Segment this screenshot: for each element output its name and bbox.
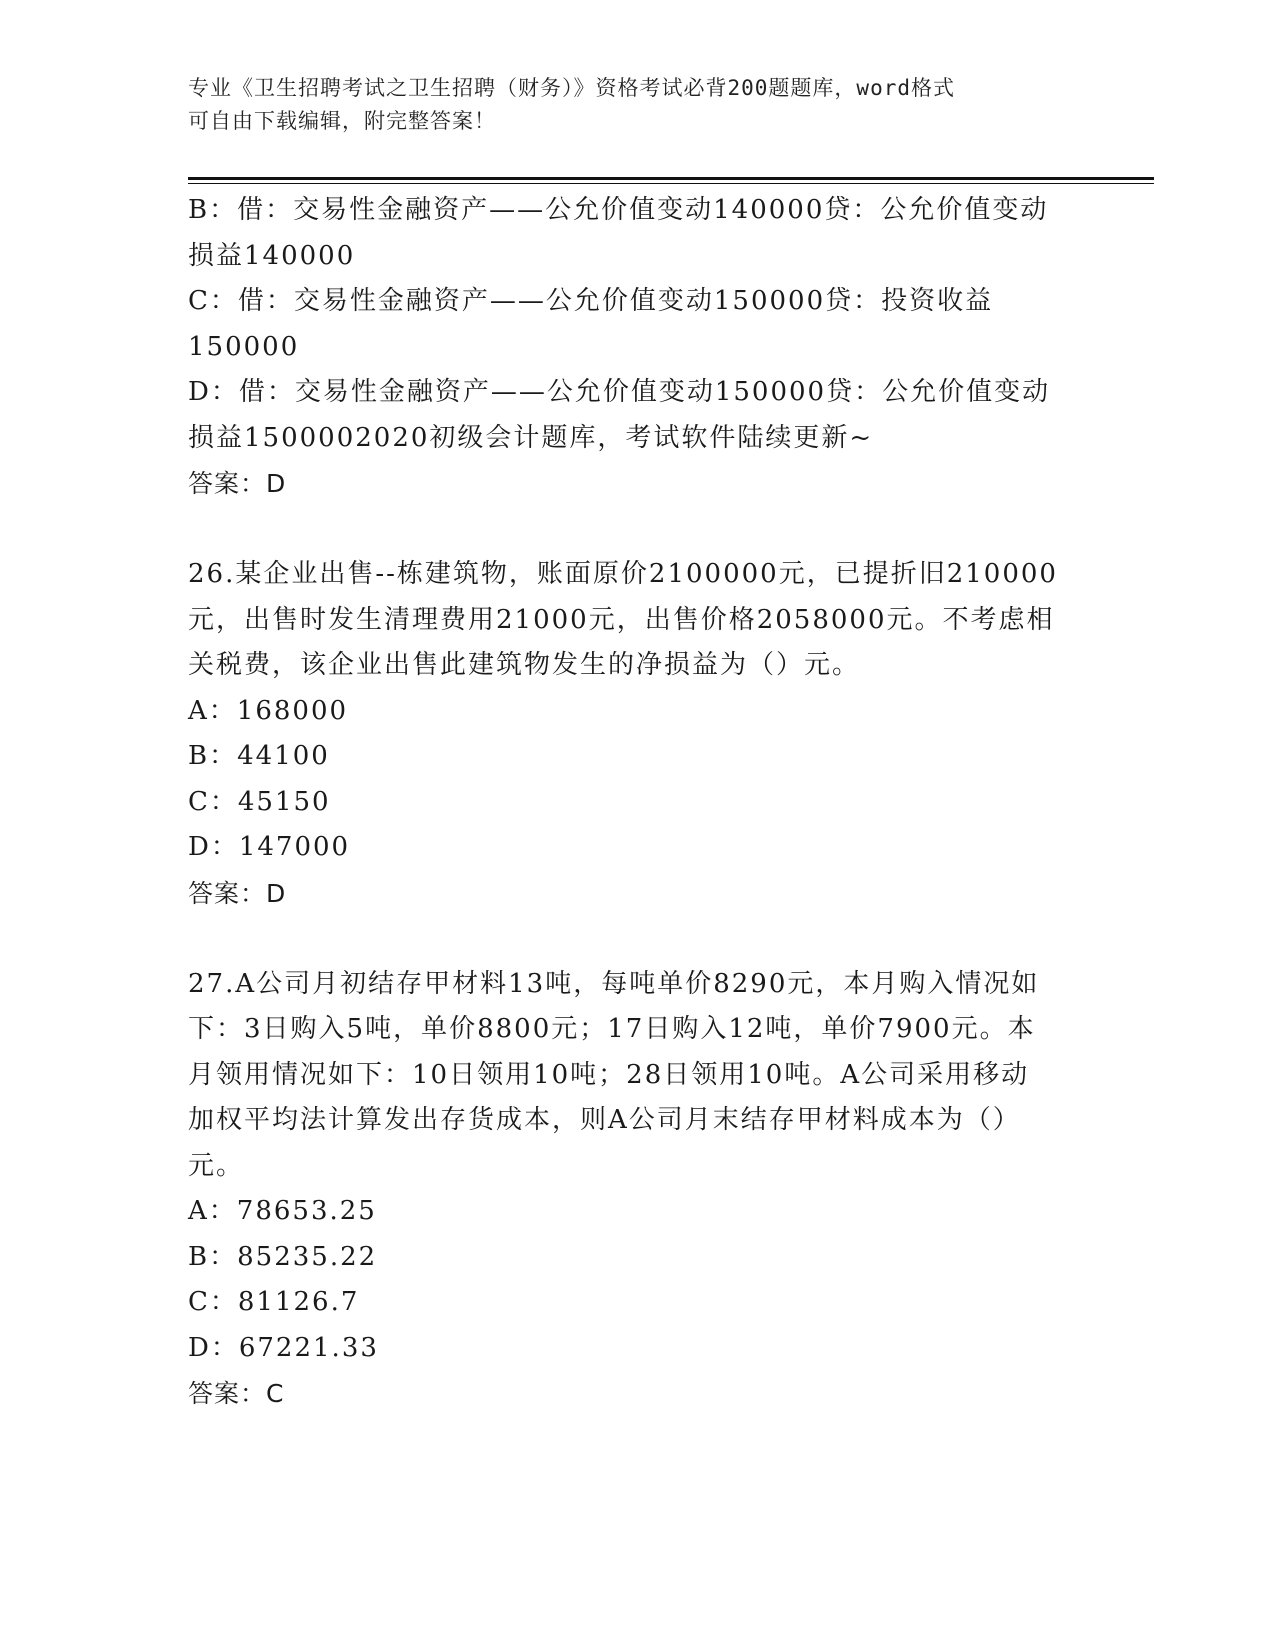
header-title-line-1: 专业《卫生招聘考试之卫生招聘（财务）》资格考试必背200题题库，word格式: [188, 76, 955, 100]
question-stem-line-3: 月领用情况如下：10日领用10吨；28日领用10吨。A公司采用移动: [188, 1059, 1030, 1090]
option-c-line-1: C：借：交易性金融资产——公允价值变动150000贷：投资收益: [188, 286, 994, 316]
header-title-line-2: 可自由下载编辑，附完整答案！: [188, 109, 496, 133]
question-stem-line-3: 关税费，该企业出售此建筑物发生的净损益为（）元。: [188, 650, 861, 680]
question-stem-line-4: 加权平均法计算发出存货成本，则A公司月末结存甲材料成本为（）: [188, 1105, 1021, 1135]
question-27: [188, 962, 1068, 1417]
option-c-line-2: 150000: [188, 331, 300, 362]
option-c: C：81126.7: [188, 1287, 360, 1317]
section-spacer: [188, 507, 1068, 553]
option-a: A：168000: [188, 695, 349, 726]
option-b: B：44100: [188, 741, 330, 771]
option-d: D：67221.33: [188, 1332, 379, 1363]
document-header: [188, 72, 1068, 138]
option-c: C：45150: [188, 786, 331, 817]
option-d-line-2: 损益1500002020初级会计题库，考试软件陆续更新~: [188, 422, 874, 453]
section-spacer: [188, 916, 1068, 962]
option-d: D：147000: [188, 832, 351, 862]
option-a: A：78653.25: [188, 1196, 377, 1226]
question-stem-line-5: 元。: [188, 1150, 245, 1181]
answer-line: 答案：C: [188, 1379, 285, 1408]
option-b: B：85235.22: [188, 1241, 378, 1272]
question-stem-line-1: 27.A公司月初结存甲材料13吨，每吨单价8290元，本月购入情况如: [188, 968, 1040, 999]
question-stem-line-2: 下：3日购入5吨，单价8800元；17日购入12吨，单价7900元。本: [188, 1014, 1036, 1044]
option-b-line-1: B：借：交易性金融资产——公允价值变动140000贷：公允价值变动: [188, 195, 1049, 225]
answer-line: 答案：D: [188, 878, 287, 908]
option-b-line-2: 损益140000: [188, 240, 356, 271]
question-stem-line-2: 元，出售时发生清理费用21000元，出售价格2058000元。不考虑相: [188, 604, 1055, 635]
header-divider-thick: [188, 177, 1154, 180]
question-26: [188, 552, 1068, 916]
document-body: [188, 188, 1068, 1417]
question-25-continued: [188, 188, 1068, 507]
answer-line: 答案：D: [188, 469, 287, 498]
question-stem-line-1: 26.某企业出售--栋建筑物，账面原价2100000元，已提折旧210000: [188, 559, 1058, 589]
option-d-line-1: D：借：交易性金融资产——公允价值变动150000贷：公允价值变动: [188, 377, 1051, 407]
header-divider-thin: [188, 183, 1154, 184]
